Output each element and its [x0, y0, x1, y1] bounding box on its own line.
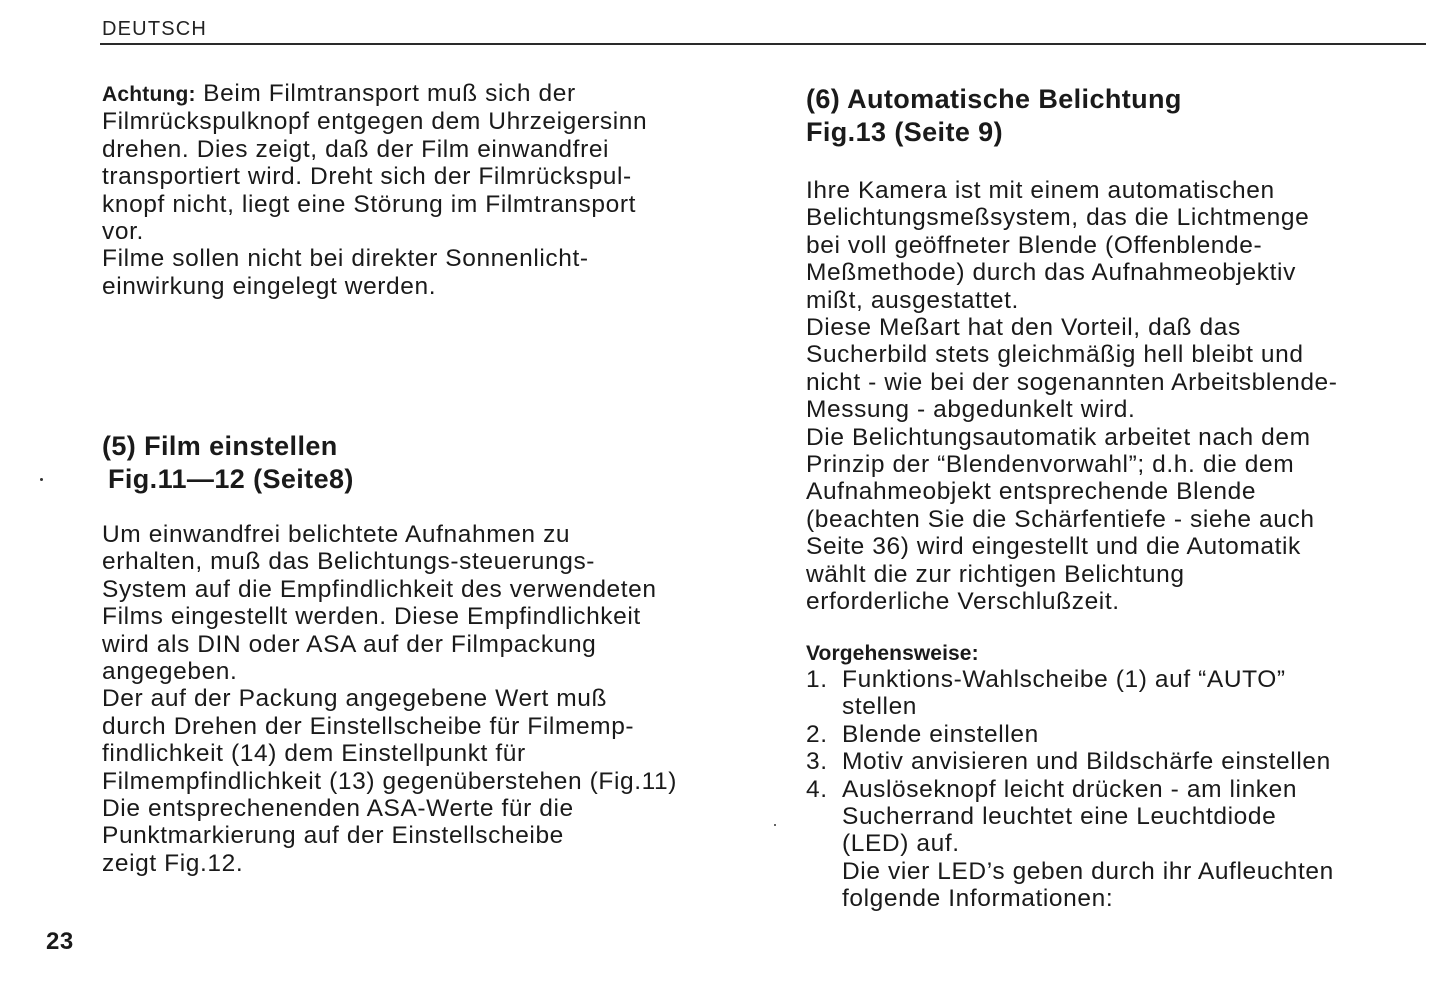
text-line: angegeben.	[102, 658, 238, 686]
section-6-heading	[806, 83, 1436, 149]
text-line: Der auf der Packung angegebene Wert muß	[102, 685, 608, 713]
text-line: Belichtungsmeßsystem, das die Lichtmenge	[806, 204, 1310, 232]
text-line: Messung - abgedunkelt wird.	[806, 396, 1136, 424]
list-item	[806, 666, 1436, 721]
text-line: Filmrückspulknopf entgegen dem Uhrzeigersinn	[102, 108, 648, 136]
text-line: (beachten Sie die Schärfentiefe - siehe auch	[806, 505, 1315, 533]
header-rule	[100, 43, 1426, 45]
text-line: Beim Filmtransport muß sich der	[203, 80, 576, 107]
text-line: erforderliche Verschlußzeit.	[806, 588, 1120, 616]
text-line: Diese Meßart hat den Vorteil, daß das	[806, 314, 1241, 342]
text-line: Films eingestellt werden. Diese Empfindlichkeit	[102, 603, 641, 631]
step-number: 1.	[806, 666, 828, 693]
section-5-heading	[102, 430, 782, 496]
text-line: wird als DIN oder ASA auf der Filmpackung	[102, 630, 597, 658]
step-number: 3.	[806, 748, 828, 776]
page-number: 23	[46, 928, 74, 955]
section-5-body	[102, 521, 782, 877]
step-number: 2.	[806, 720, 828, 748]
section-5-title: (5) Film einstellen	[102, 431, 338, 461]
text-line: Um einwandfrei belichtete Aufnahmen zu	[102, 521, 571, 548]
text-line: durch Drehen der Einstellscheibe für Filmemp-	[102, 712, 635, 740]
step-text: Motiv anvisieren und Bildschärfe einstellen	[842, 748, 1331, 776]
step-text: folgende Informationen:	[842, 885, 1114, 913]
text-line: einwirkung eingelegt werden.	[102, 272, 437, 300]
step-text: (LED) auf.	[842, 830, 960, 858]
text-line: Seite 36) wird eingestellt und die Automatik	[806, 533, 1301, 561]
step-text: Auslöseknopf leicht drücken - am linken	[842, 775, 1298, 803]
procedure-steps	[806, 666, 1436, 913]
warning-paragraph	[102, 80, 782, 300]
section-6-title: (6) Automatische Belichtung	[806, 84, 1182, 114]
section-6-body	[806, 177, 1436, 616]
list-item	[806, 721, 1436, 748]
text-line: Sucherbild stets gleichmäßig hell bleibt und	[806, 341, 1304, 369]
step-text: stellen	[842, 693, 918, 721]
step-text: Funktions-Wahlscheibe (1) auf “AUTO”	[842, 666, 1286, 693]
warning-first-line	[102, 80, 782, 108]
text-line: Die entsprechenenden ASA-Werte für die	[102, 795, 574, 823]
step-text: Sucherrand leuchtet eine Leuchtdiode	[842, 803, 1277, 831]
scan-speck	[40, 478, 43, 481]
procedure-heading: Vorgehensweise:	[806, 642, 979, 665]
text-line: nicht - wie bei der sogenannten Arbeitsblende-	[806, 368, 1338, 396]
text-line: findlichkeit (14) dem Einstellpunkt für	[102, 740, 526, 768]
text-line: zeigt Fig.12.	[102, 849, 244, 877]
text-line: bei voll geöffneter Blende (Offenblende-	[806, 231, 1263, 259]
warning-lead: Achtung:	[102, 83, 196, 106]
text-line: transportiert wird. Dreht sich der Filmrückspul-	[102, 163, 632, 191]
text-line: knopf nicht, liegt eine Störung im Filmtransport	[102, 190, 637, 218]
text-line: mißt, ausgestattet.	[806, 286, 1019, 314]
text-line: erhalten, muß das Belichtungs-steuerungs-	[102, 548, 596, 576]
section-6-figure-ref: Fig.13 (Seite 9)	[806, 117, 1003, 147]
text-line: Meßmethode) durch das Aufnahmeobjektiv	[806, 259, 1296, 287]
section-5-figure-ref: Fig.11—12 (Seite8)	[108, 464, 354, 494]
text-line: System auf die Empfindlichkeit des verwendeten	[102, 575, 657, 603]
text-line: Punktmarkierung auf der Einstellscheibe	[102, 822, 564, 850]
step-text: Blende einstellen	[842, 720, 1039, 748]
text-line: Filmempfindlichkeit (13) gegenüberstehen (Fig.11)	[102, 767, 678, 795]
text-line: Filme sollen nicht bei direkter Sonnenlicht-	[102, 245, 589, 273]
step-number: 4.	[806, 775, 828, 803]
page-header-language: DEUTSCH	[102, 18, 208, 40]
text-line: wählt die zur richtigen Belichtung	[806, 560, 1185, 588]
step-text: Die vier LED’s geben durch ihr Aufleuchten	[842, 857, 1334, 885]
text-line: Die Belichtungsautomatik arbeitet nach dem	[806, 423, 1311, 451]
scan-speck	[774, 824, 776, 826]
text-line: Ihre Kamera ist mit einem automatischen	[806, 177, 1275, 204]
text-line: vor.	[102, 218, 144, 246]
list-item	[806, 776, 1436, 913]
list-item	[806, 748, 1436, 775]
text-line: Prinzip der “Blendenvorwahl”; d.h. die dem	[806, 451, 1295, 479]
text-line: drehen. Dies zeigt, daß der Film einwandfrei	[102, 135, 610, 163]
text-line: Aufnahmeobjekt entsprechende Blende	[806, 478, 1257, 506]
